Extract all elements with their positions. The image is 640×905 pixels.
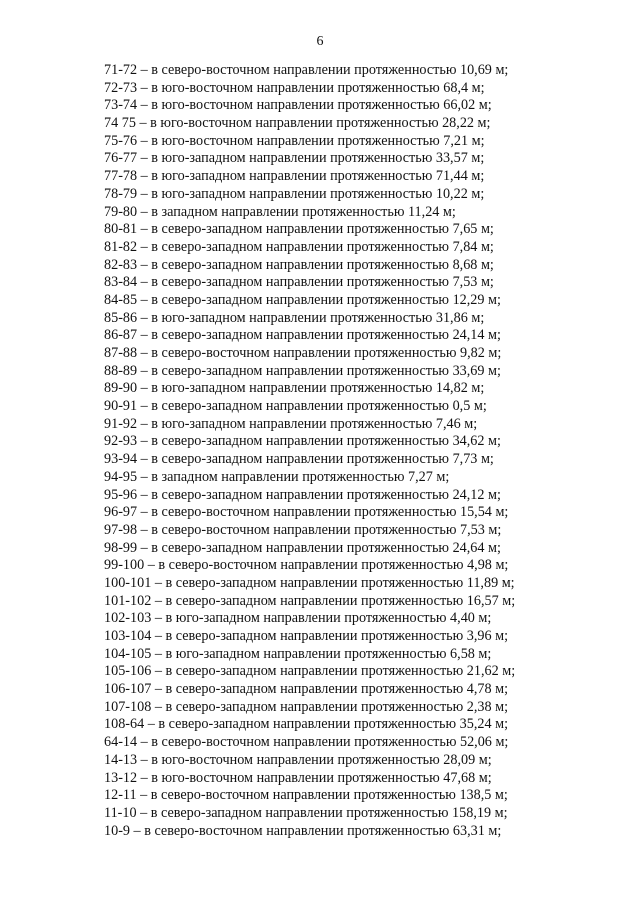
boundary-segment-line: 98-99 – в северо-западном направлении протяженностью 24,64 м;	[104, 539, 501, 556]
boundary-segment-line: 13-12 – в юго-восточном направлении протяженностью 47,68 м;	[104, 769, 492, 786]
boundary-segment-line: 105-106 – в северо-западном направлении протяженностью 21,62 м;	[104, 663, 516, 680]
boundary-segment-line: 12-11 – в северо-восточном направлении протяженностью 138,5 м;	[104, 787, 508, 804]
boundary-segment-line: 84-85 – в северо-западном направлении протяженностью 12,29 м;	[104, 291, 501, 308]
boundary-segment-line: 100-101 – в северо-западном направлении протяженностью 11,89 м;	[104, 574, 515, 591]
boundary-segment-line: 103-104 – в северо-западном направлении протяженностью 3,96 м;	[104, 628, 509, 644]
boundary-segment-line: 79-80 – в западном направлении протяженностью 11,24 м;	[104, 203, 456, 220]
boundary-segment-line: 95-96 – в северо-западном направлении протяженностью 24,12 м;	[104, 486, 501, 503]
boundary-segment-line: 76-77 – в юго-западном направлении протяженностью 33,57 м;	[104, 150, 485, 167]
boundary-segment-line: 106-107 – в северо-западном направлении протяженностью 4,78 м;	[104, 681, 509, 698]
boundary-segment-line: 75-76 – в юго-восточном направлении протяженностью 7,21 м;	[104, 132, 485, 149]
boundary-segment-line: 89-90 – в юго-западном направлении протяженностью 14,82 м;	[104, 380, 485, 397]
boundary-segment-line: 108-64 – в северо-западном направлении протяженностью 35,24 м;	[104, 716, 509, 733]
boundary-segment-line: 77-78 – в юго-западном направлении протяженностью 71,44 м;	[104, 168, 485, 185]
boundary-segment-line: 74 75 – в юго-восточном направлении протяженностью 28,22 м;	[104, 115, 491, 132]
boundary-segment-line: 96-97 – в северо-восточном направлении протяженностью 15,54 м;	[104, 504, 509, 521]
boundary-segment-line: 81-82 – в северо-западном направлении протяженностью 7,84 м;	[104, 238, 494, 255]
boundary-segment-line: 14-13 – в юго-восточном направлении протяженностью 28,09 м;	[104, 751, 492, 768]
boundary-segment-line: 97-98 – в северо-восточном направлении протяженностью 7,53 м;	[104, 521, 502, 538]
boundary-segment-line: 93-94 – в северо-западном направлении протяженностью 7,73 м;	[104, 451, 494, 468]
boundary-segment-line: 80-81 – в северо-западном направлении протяженностью 7,65 м;	[104, 221, 494, 238]
page-number: 6	[316, 34, 324, 49]
boundary-segment-line: 99-100 – в северо-восточном направлении протяженностью 4,98 м;	[104, 557, 509, 574]
boundary-segment-line: 78-79 – в юго-западном направлении протяженностью 10,22 м;	[104, 185, 485, 202]
boundary-segment-line: 87-88 – в северо-восточном направлении протяженностью 9,82 м;	[104, 345, 502, 361]
boundary-segment-list	[104, 62, 584, 840]
boundary-segment-line: 88-89 – в северо-западном направлении протяженностью 33,69 м;	[104, 362, 501, 379]
boundary-segment-line: 94-95 – в западном направлении протяженностью 7,27 м;	[104, 468, 450, 485]
boundary-segment-line: 101-102 – в северо-западном направлении протяженностью 16,57 м;	[104, 592, 516, 609]
boundary-segment-line: 73-74 – в юго-восточном направлении протяженностью 66,02 м;	[104, 97, 492, 114]
boundary-segment-line: 82-83 – в северо-западном направлении протяженностью 8,68 м;	[104, 256, 494, 273]
boundary-segment-line: 86-87 – в северо-западном направлении протяженностью 24,14 м;	[104, 327, 501, 344]
boundary-segment-line: 10-9 – в северо-восточном направлении протяженностью 63,31 м;	[104, 822, 502, 839]
boundary-segment-line: 90-91 – в северо-западном направлении протяженностью 0,5 м;	[104, 398, 487, 415]
boundary-segment-line: 107-108 – в северо-западном направлении протяженностью 2,38 м;	[104, 698, 509, 715]
boundary-segment-line: 91-92 – в юго-западном направлении протяженностью 7,46 м;	[104, 415, 478, 432]
boundary-segment-line: 92-93 – в северо-западном направлении протяженностью 34,62 м;	[104, 433, 501, 450]
boundary-segment-line: 85-86 – в юго-западном направлении протяженностью 31,86 м;	[104, 309, 485, 326]
boundary-segment-line: 71-72 – в северо-восточном направлении протяженностью 10,69 м;	[104, 62, 509, 78]
boundary-segment-line: 11-10 – в северо-западном направлении протяженностью 158,19 м;	[104, 804, 508, 821]
boundary-segment-line: 64-14 – в северо-восточном направлении протяженностью 52,06 м;	[104, 734, 509, 751]
boundary-segment-line: 102-103 – в юго-западном направлении протяженностью 4,40 м;	[104, 610, 492, 627]
boundary-segment-line: 104-105 – в юго-западном направлении протяженностью 6,58 м;	[104, 645, 492, 662]
boundary-segment-line: 83-84 – в северо-западном направлении протяженностью 7,53 м;	[104, 274, 494, 291]
boundary-segment-line: 72-73 – в юго-восточном направлении протяженностью 68,4 м;	[104, 79, 485, 96]
